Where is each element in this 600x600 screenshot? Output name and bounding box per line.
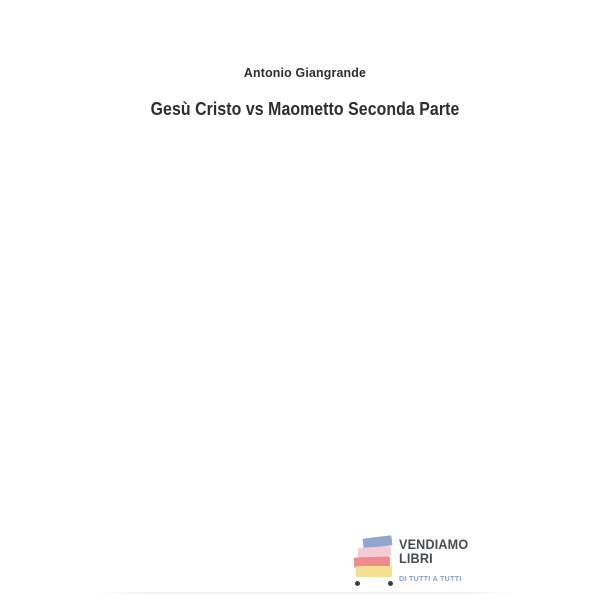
book-cover — [90, 0, 520, 592]
book-cart-book-yellow — [356, 566, 392, 577]
publisher-name-line1: VENDIAMO — [399, 536, 469, 552]
cart-wheel-icon — [388, 581, 393, 586]
publisher-name-line2: LIBRI — [399, 550, 433, 566]
book-title: Gesù Cristo vs Maometto Seconda Parte — [150, 99, 460, 119]
publisher-logo-text — [399, 534, 474, 590]
publisher-logo — [352, 534, 474, 590]
cover-bottom-edge-shadow — [95, 592, 515, 594]
cart-wheel-icon — [355, 581, 360, 586]
author-name: Antonio Giangrande — [243, 65, 367, 80]
book-cart-icon — [352, 534, 396, 588]
publisher-tagline: DI TUTTI A TUTTI — [399, 574, 462, 583]
